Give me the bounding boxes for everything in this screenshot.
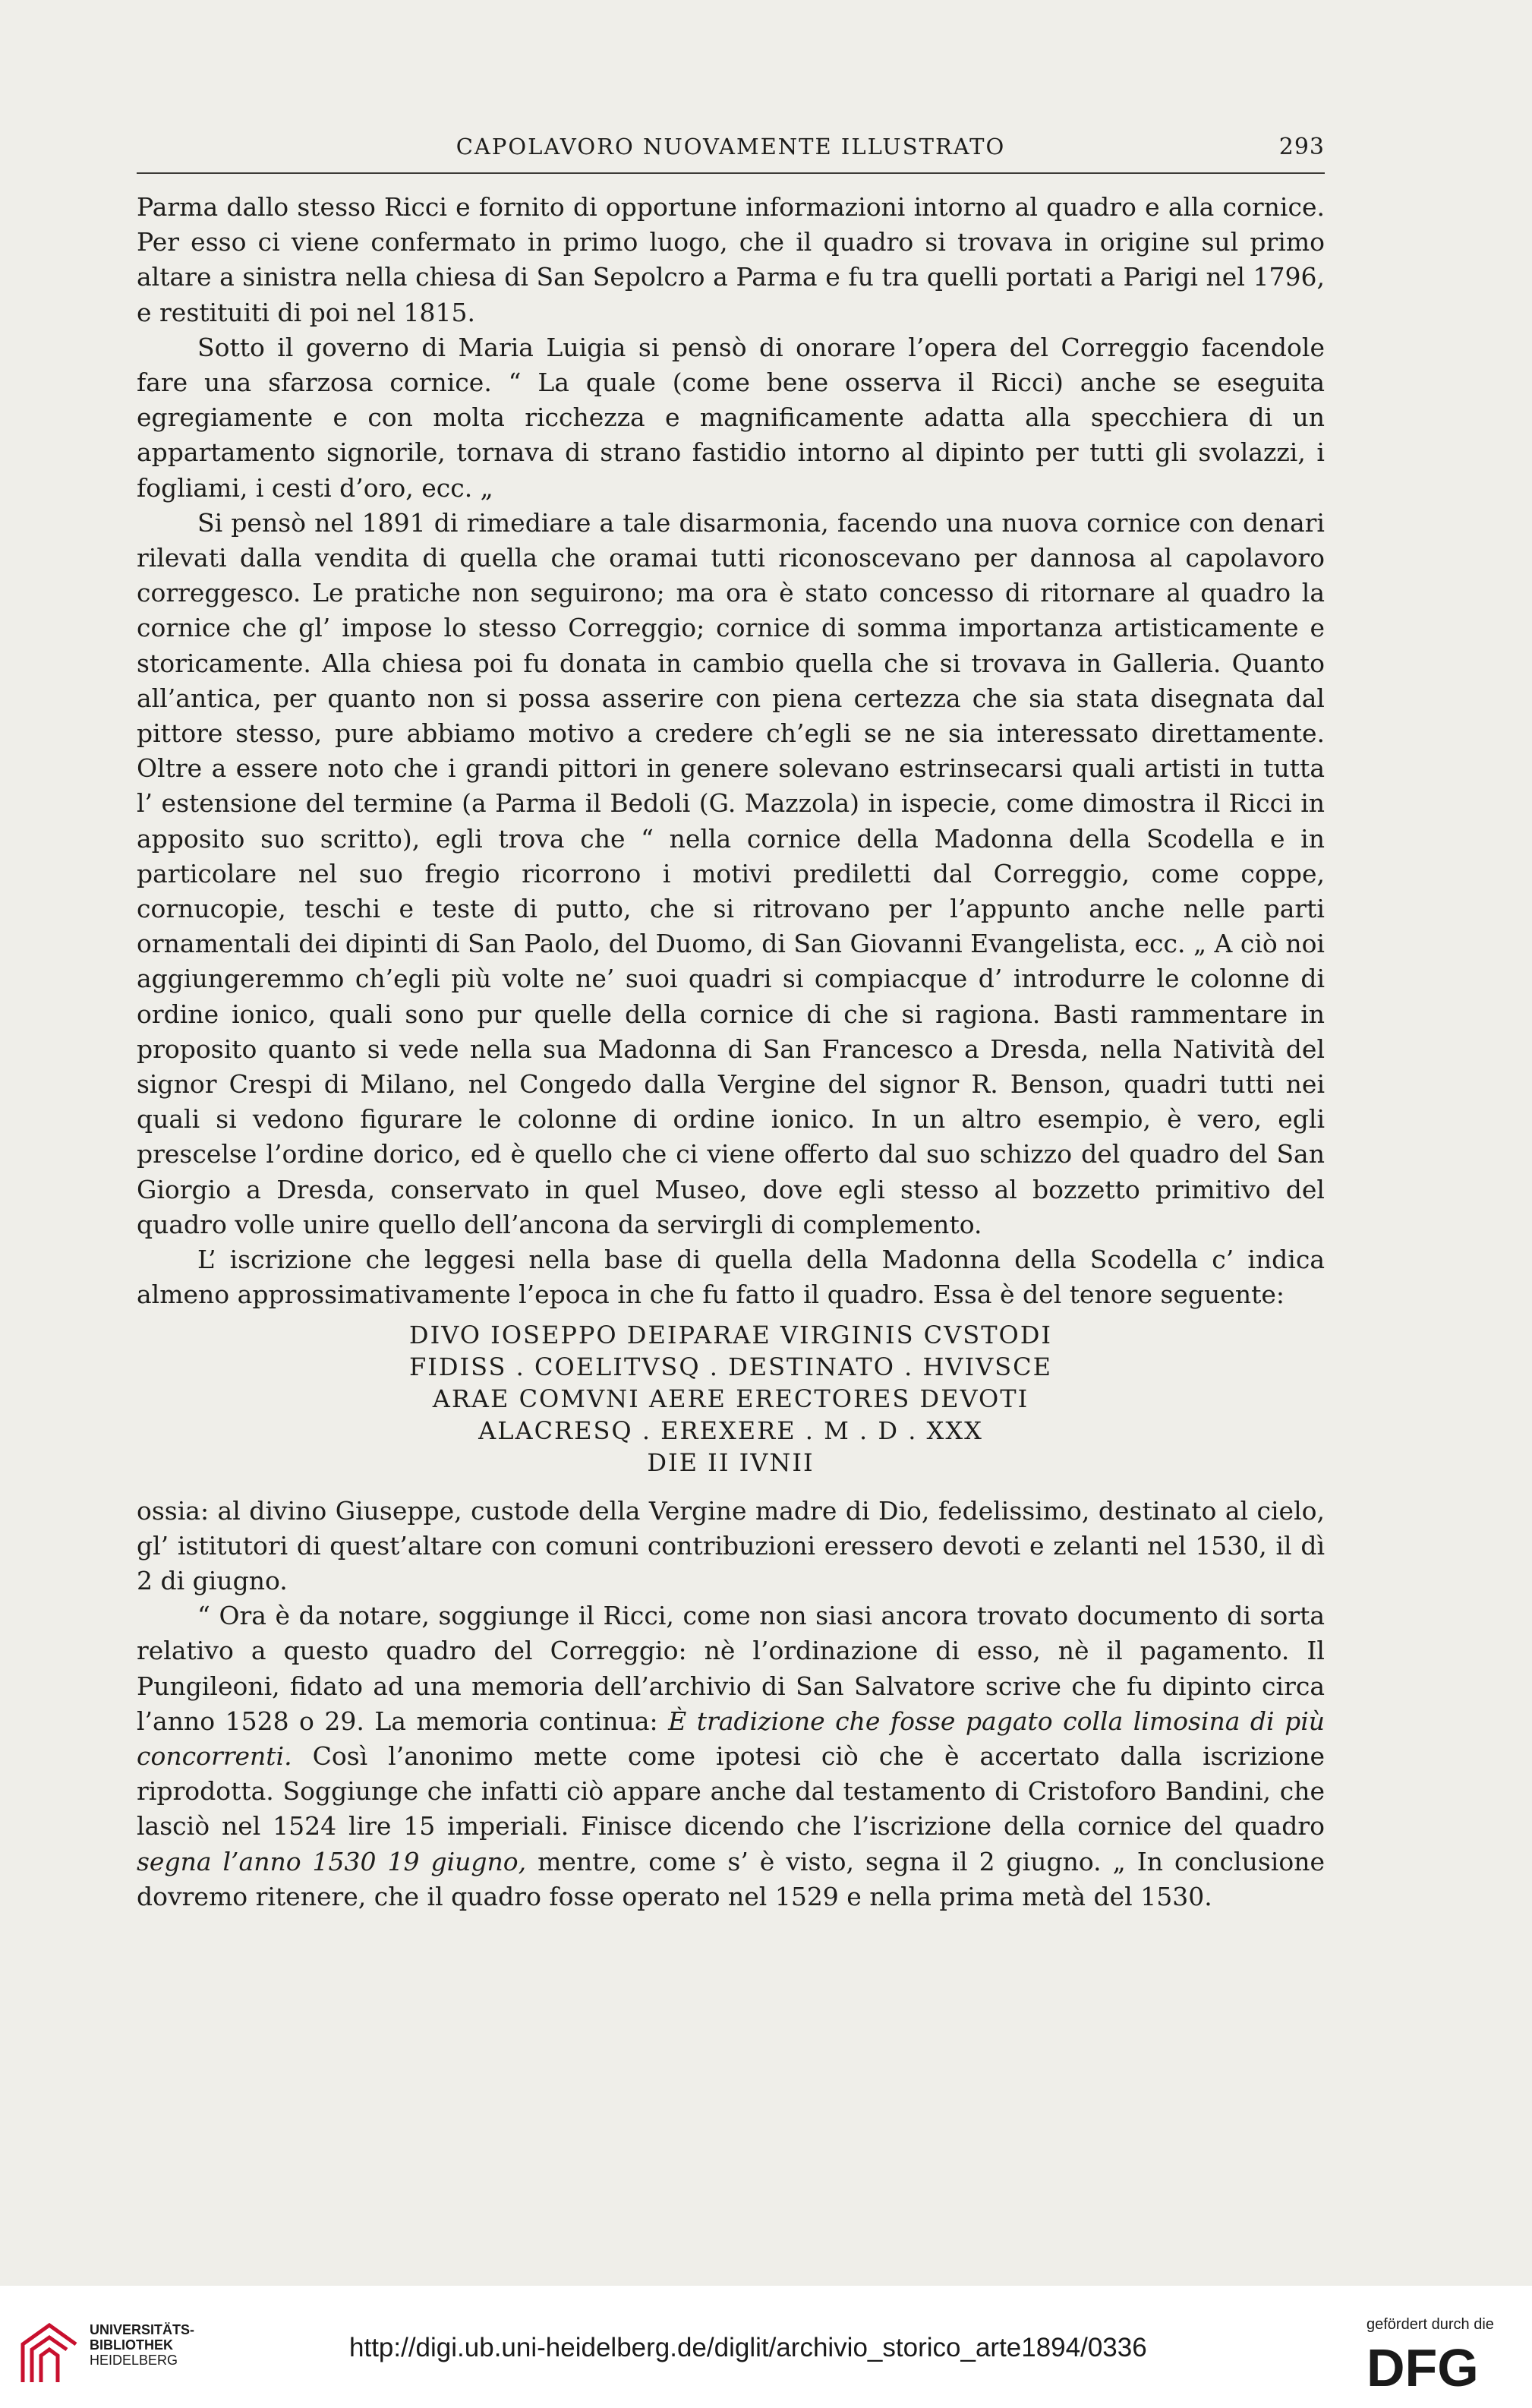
quote-text-c: mentre, come s’ è visto, segna il 2 giugno. „ In conclusione dovremo ritenere, che il quadro fosse operato nel 1529 e nella prima metà del 1530. bbox=[137, 1846, 1325, 1911]
body-text bbox=[137, 190, 1325, 1914]
funding-note: gefördert durch die bbox=[1367, 2316, 1494, 2333]
digitization-footer bbox=[0, 2286, 1532, 2408]
source-url[interactable]: http://digi.ub.uni-heidelberg.de/diglit/archivio_storico_arte1894/0336 bbox=[349, 2333, 1147, 2362]
paragraph-3: Si pensò nel 1891 di rimediare a tale disarmonia, facendo una nuova cornice con denari rilevati dalla vendita di quella che oramai tutti riconoscevano per dannosa al capolavoro correggesco. Le pratiche non seguirono; ma ora è stato concesso di ritornare al quadro la cornice che gl’ impose lo stesso Correggio; cornice di somma importanza artisticamente e storicamente. Alla chiesa poi fu donata in cambio quella che si trovava in Galleria. Quanto all’antica, per quanto non si possa asserire con piena certezza che sia stata disegnata dal pittore stesso, pure abbiamo motivo a credere ch’egli se ne sia interessato direttamente. Oltre a essere noto che i grandi pittori in genere solevano estrinsecarsi quali artisti in tutta l’ estensione del termine (a Parma il Bedoli (G. Mazzola) in ispecie, come dimostra il Ricci in apposito suo scritto), egli trova che “ nella cornice della Madonna della Scodella e in particolare nel suo fregio ricorrono i motivi prediletti dal Correggio, come coppe, cornucopie, teschi e teste di putto, che si ritrovano per l’appunto anche nelle parti ornamentali dei dipinti di San Paolo, del Duomo, di San Giovanni Evangelista, ecc. „ A ciò noi aggiungeremmo ch’egli più volte ne’ suoi quadri si compiacque d’ introdurre le colonne di ordine ionico, quali sono pur quelle della cornice di che si ragiona. Basti rammentare in proposito quanto si vede nella sua Madonna di San Francesco a Dresda, nella Natività del signor Crespi di Milano, nel Congedo dalla Vergine del signor R. Benson, quadri tutti nei quali si vedono figurare le colonne di ordine ionico. In un altro esempio, è vero, egli prescelse l’ordine dorico, ed è quello che ci viene offerto dal suo schizzo del quadro del San Giorgio a Dresda, conservato in quel Museo, dove egli stesso al bozzetto primitivo del quadro volle unire quello dell’ancona da servirgli di complemento. bbox=[137, 507, 1325, 1239]
inscription-block bbox=[137, 1319, 1325, 1479]
inscription-line: DIVO IOSEPPO DEIPARAE VIRGINIS CVSTODI bbox=[408, 1320, 1053, 1349]
quote-italic-1: È tradizione che fosse pagato colla limosina di più concorrenti. bbox=[137, 1706, 1326, 1771]
library-name bbox=[90, 2322, 194, 2368]
translation-paragraph: ossia: al divino Giuseppe, custode della Vergine madre di Dio, fedelissimo, destinato al cielo, gl’ istitutori di quest’altare con comuni contribuzioni eressero devoti e zelanti nel 1530, il dì 2 di giugno. bbox=[137, 1495, 1325, 1595]
paragraph-4: L’ iscrizione che leggesi nella base di quella della Madonna della Scodella c’ indica almeno approssimativamente l’epoca in che fu fatto il quadro. Essa è del tenore seguente: bbox=[137, 1245, 1325, 1310]
header-rule bbox=[137, 172, 1325, 174]
page-header bbox=[137, 128, 1325, 166]
paragraph-2: Sotto il governo di Maria Luigia si pensò di onorare l’opera del Correggio facendole fare una sfarzosa cornice. “ La quale (come bene osserva il Ricci) anche se eseguita egregiamente e con molta ricchezza e magnificamente adatta alla specchiera di un appartamento signorile, tornava di strano fastidio intorno al dipinto per tutti gli svolazzi, i fogliami, i cesti d’oro, ecc. „ bbox=[137, 332, 1325, 503]
library-line: HEIDELBERG bbox=[90, 2353, 178, 2368]
inscription-line: ALACRESQ . EREXERE . M . D . XXX bbox=[478, 1415, 983, 1445]
quote-text-b: Così l’anonimo mette come ipotesi ciò che è accertato dalla iscrizione riprodotta. Soggiunge che infatti ciò appare anche dal testamento di Cristoforo Bandini, che lasciò nel 1524 lire 15 imperiali. Finisce dicendo che l’iscrizione della cornice del quadro bbox=[137, 1741, 1325, 1842]
university-library-logo-icon bbox=[15, 2318, 84, 2386]
page-number: 293 bbox=[1278, 134, 1325, 160]
spacer bbox=[137, 1482, 1325, 1494]
running-head: CAPOLAVORO NUOVAMENTE ILLUSTRATO bbox=[456, 134, 1006, 159]
inscription-line: ARAE COMVNI AERE ERECTORES DEVOTI bbox=[432, 1384, 1029, 1413]
paragraph-quote bbox=[137, 1598, 1325, 1914]
quote-text-a: “ Ora è da notare, soggiunge il Ricci, come non siasi ancora trovato documento di sorta relativo a questo quadro del Correggio: nè l’ordinazione di esso, nè il pagamento. Il Pungileoni, fidato ad una memoria dell’archivio di San Salvatore scrive che fu dipinto circa l’anno 1528 o 29. La memoria continua: bbox=[137, 1601, 1325, 1736]
inscription-line: DIE II IVNII bbox=[647, 1447, 815, 1477]
quote-italic-2: segna l’anno 1530 19 giugno, bbox=[137, 1846, 527, 1876]
inscription-line: FIDISS . COELITVSQ . DESTINATO . HVIVSCE bbox=[409, 1352, 1052, 1381]
library-line: BIBLIOTHEK bbox=[90, 2337, 173, 2353]
dfg-logo-text: DFG bbox=[1367, 2339, 1479, 2394]
dfg-logo-icon bbox=[1367, 2339, 1511, 2394]
library-line: UNIVERSITÄTS- bbox=[90, 2322, 195, 2337]
paragraph-1: Parma dallo stesso Ricci e fornito di opportune informazioni intorno al quadro e alla cornice. Per esso ci viene confermato in primo luogo, che il quadro si trovava in origine sul primo altare a sinistra nella chiesa di San Sepolcro a Parma e fu tra quelli portati a Parigi nel 1796, e restituiti di poi nel 1815. bbox=[137, 192, 1325, 327]
